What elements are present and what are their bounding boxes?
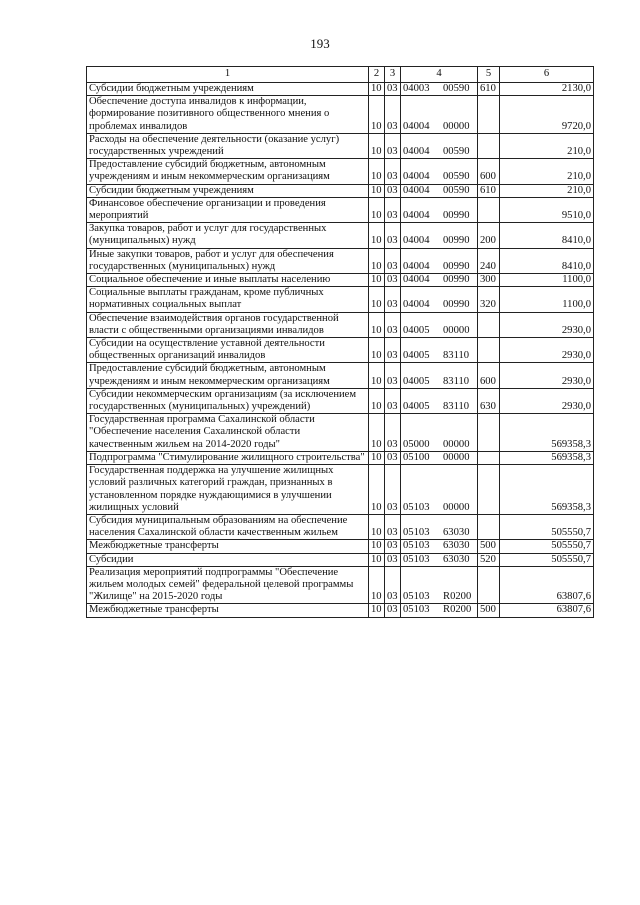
row-name: Субсидии бюджетным учреждениям — [87, 83, 369, 96]
row-name: Социальные выплаты гражданам, кроме публичных нормативных социальных выплат — [87, 287, 369, 312]
target-article-direction: 00000 — [443, 451, 470, 463]
row-subsection: 03 — [385, 465, 401, 515]
row-section: 10 — [369, 223, 385, 248]
table-row — [87, 197, 594, 222]
row-section: 10 — [369, 465, 385, 515]
row-amount: 2930,0 — [500, 312, 594, 337]
row-amount: 569358,3 — [500, 465, 594, 515]
row-section: 10 — [369, 96, 385, 134]
header-col-1: 1 — [87, 67, 369, 83]
table-row — [87, 338, 594, 363]
row-name: Обеспечение доступа инвалидов к информации, формирование позитивного общественного мнения о проблемах инвалидов — [87, 96, 369, 134]
row-section: 10 — [369, 312, 385, 337]
row-name: Подпрограмма "Стимулирование жилищного строительства" — [87, 451, 369, 464]
row-section: 10 — [369, 414, 385, 452]
row-expense-type: 610 — [478, 184, 500, 197]
table-row — [87, 274, 594, 287]
row-subsection: 03 — [385, 338, 401, 363]
row-target-article — [401, 312, 478, 337]
target-article-program: 04004 — [403, 171, 430, 183]
row-target-article — [401, 363, 478, 388]
header-col-6: 6 — [500, 67, 594, 83]
row-expense-type: 500 — [478, 540, 500, 553]
row-target-article — [401, 514, 478, 539]
row-section: 10 — [369, 363, 385, 388]
row-subsection: 03 — [385, 159, 401, 184]
row-target-article — [401, 133, 478, 158]
header-col-4: 4 — [401, 67, 478, 83]
table-row — [87, 287, 594, 312]
row-amount: 9720,0 — [500, 96, 594, 134]
row-expense-type — [478, 133, 500, 158]
row-name: Субсидии некоммерческим организациям (за исключением государственных (муниципальных) учреждений) — [87, 388, 369, 413]
row-expense-type: 600 — [478, 363, 500, 388]
row-expense-type — [478, 96, 500, 134]
target-article-program: 05103 — [403, 553, 430, 565]
row-name: Предоставление субсидий бюджетным, автономным учреждениям и иным некоммерческим организациям — [87, 363, 369, 388]
row-target-article — [401, 159, 478, 184]
table-row — [87, 604, 594, 617]
row-target-article — [401, 184, 478, 197]
row-target-article — [401, 96, 478, 134]
row-section: 10 — [369, 184, 385, 197]
row-name: Обеспечение взаимодействия органов государственной власти с общественными организациями инвалидов — [87, 312, 369, 337]
table-row — [87, 540, 594, 553]
header-col-5: 5 — [478, 67, 500, 83]
row-target-article — [401, 388, 478, 413]
row-expense-type — [478, 451, 500, 464]
row-subsection: 03 — [385, 274, 401, 287]
row-subsection: 03 — [385, 248, 401, 273]
row-amount: 210,0 — [500, 133, 594, 158]
row-amount: 8410,0 — [500, 248, 594, 273]
target-article-program: 05100 — [403, 451, 430, 463]
target-article-direction: 00590 — [443, 146, 470, 158]
row-name: Субсидии бюджетным учреждениям — [87, 184, 369, 197]
row-amount: 2930,0 — [500, 388, 594, 413]
row-section: 10 — [369, 451, 385, 464]
target-article-program: 04004 — [403, 299, 430, 311]
row-name: Межбюджетные трансферты — [87, 540, 369, 553]
row-amount: 2930,0 — [500, 338, 594, 363]
target-article-direction: 63030 — [443, 540, 470, 552]
target-article-direction: 00590 — [443, 83, 470, 94]
target-article-direction: 00990 — [443, 274, 470, 286]
table-row — [87, 465, 594, 515]
target-article-direction: 00990 — [443, 260, 470, 272]
row-target-article — [401, 287, 478, 312]
target-article-direction: R0200 — [443, 591, 472, 603]
table-row — [87, 223, 594, 248]
target-article-direction: 00000 — [443, 120, 470, 132]
target-article-program: 04005 — [403, 350, 430, 362]
row-section: 10 — [369, 159, 385, 184]
row-target-article — [401, 83, 478, 96]
page-number: 193 — [310, 36, 330, 51]
row-subsection: 03 — [385, 451, 401, 464]
row-section: 10 — [369, 604, 385, 617]
row-expense-type — [478, 514, 500, 539]
row-expense-type: 600 — [478, 159, 500, 184]
row-name: Иные закупки товаров, работ и услуг для обеспечения государственных (муниципальных) нужд — [87, 248, 369, 273]
row-amount: 63807,6 — [500, 566, 594, 604]
target-article-direction: 00590 — [443, 184, 470, 196]
row-name: Субсидии — [87, 553, 369, 566]
row-section: 10 — [369, 566, 385, 604]
row-subsection: 03 — [385, 83, 401, 96]
target-article-program: 05103 — [403, 591, 430, 603]
row-name: Межбюджетные трансферты — [87, 604, 369, 617]
row-target-article — [401, 566, 478, 604]
table-row — [87, 514, 594, 539]
target-article-program: 04004 — [403, 120, 430, 132]
target-article-program: 05103 — [403, 540, 430, 552]
row-expense-type: 630 — [478, 388, 500, 413]
row-amount: 505550,7 — [500, 514, 594, 539]
row-target-article — [401, 553, 478, 566]
target-article-direction: 00990 — [443, 235, 470, 247]
row-section: 10 — [369, 197, 385, 222]
target-article-program: 05103 — [403, 501, 430, 513]
target-article-program: 05103 — [403, 604, 430, 616]
row-name: Субсидия муниципальным образованиям на обеспечение населения Сахалинской области качественным жильем — [87, 514, 369, 539]
row-amount: 63807,6 — [500, 604, 594, 617]
target-article-program: 04003 — [403, 83, 430, 94]
row-target-article — [401, 223, 478, 248]
target-article-program: 04004 — [403, 260, 430, 272]
row-expense-type — [478, 566, 500, 604]
row-section: 10 — [369, 133, 385, 158]
row-amount: 210,0 — [500, 184, 594, 197]
row-subsection: 03 — [385, 604, 401, 617]
row-expense-type — [478, 338, 500, 363]
row-amount: 8410,0 — [500, 223, 594, 248]
row-subsection: 03 — [385, 388, 401, 413]
row-expense-type: 240 — [478, 248, 500, 273]
row-target-article — [401, 604, 478, 617]
row-name: Предоставление субсидий бюджетным, автономным учреждениям и иным некоммерческим организациям — [87, 159, 369, 184]
row-subsection: 03 — [385, 553, 401, 566]
row-expense-type: 610 — [478, 83, 500, 96]
target-article-direction: 00000 — [443, 501, 470, 513]
target-article-direction: 83110 — [443, 375, 470, 387]
row-target-article — [401, 540, 478, 553]
row-name: Социальное обеспечение и иные выплаты населению — [87, 274, 369, 287]
row-section: 10 — [369, 338, 385, 363]
table-row — [87, 184, 594, 197]
row-target-article — [401, 338, 478, 363]
header-col-2: 2 — [369, 67, 385, 83]
target-article-direction: 00990 — [443, 299, 470, 311]
row-name: Закупка товаров, работ и услуг для государственных (муниципальных) нужд — [87, 223, 369, 248]
target-article-program: 04004 — [403, 235, 430, 247]
row-amount: 569358,3 — [500, 451, 594, 464]
row-expense-type: 320 — [478, 287, 500, 312]
target-article-program: 05103 — [403, 527, 430, 539]
row-name: Расходы на обеспечение деятельности (оказание услуг) государственных учреждений — [87, 133, 369, 158]
row-expense-type — [478, 312, 500, 337]
target-article-program: 04004 — [403, 274, 430, 286]
target-article-program: 04005 — [403, 401, 430, 413]
row-section: 10 — [369, 540, 385, 553]
table-header-row — [87, 67, 594, 83]
row-amount: 2130,0 — [500, 83, 594, 96]
target-article-direction: 00990 — [443, 210, 470, 222]
row-expense-type: 500 — [478, 604, 500, 617]
row-name: Финансовое обеспечение организации и проведения мероприятий — [87, 197, 369, 222]
row-section: 10 — [369, 274, 385, 287]
table-row — [87, 388, 594, 413]
target-article-direction: 83110 — [443, 350, 470, 362]
row-subsection: 03 — [385, 414, 401, 452]
budget-table — [86, 66, 594, 618]
row-section: 10 — [369, 83, 385, 96]
row-target-article — [401, 274, 478, 287]
row-subsection: 03 — [385, 540, 401, 553]
row-amount: 569358,3 — [500, 414, 594, 452]
row-subsection: 03 — [385, 184, 401, 197]
target-article-program: 04004 — [403, 184, 430, 196]
row-target-article — [401, 465, 478, 515]
target-article-direction: 00590 — [443, 171, 470, 183]
row-amount: 1100,0 — [500, 274, 594, 287]
table-row — [87, 553, 594, 566]
row-amount: 2930,0 — [500, 363, 594, 388]
row-expense-type — [478, 197, 500, 222]
target-article-direction: R0200 — [443, 604, 472, 616]
row-section: 10 — [369, 514, 385, 539]
target-article-direction: 63030 — [443, 553, 470, 565]
target-article-program: 04004 — [403, 146, 430, 158]
row-amount: 505550,7 — [500, 540, 594, 553]
row-target-article — [401, 197, 478, 222]
row-target-article — [401, 248, 478, 273]
target-article-program: 04005 — [403, 375, 430, 387]
row-name: Государственная поддержка на улучшение жилищных условий различных категорий граждан, признанных в установленном порядке нуждающимися в улучшении жилищных условий — [87, 465, 369, 515]
target-article-program: 04005 — [403, 324, 430, 336]
target-article-direction: 83110 — [443, 401, 470, 413]
row-name: Субсидии на осуществление уставной деятельности общественных организаций инвалидов — [87, 338, 369, 363]
row-section: 10 — [369, 553, 385, 566]
header-col-3: 3 — [385, 67, 401, 83]
target-article-direction: 63030 — [443, 527, 470, 539]
table-row — [87, 96, 594, 134]
row-subsection: 03 — [385, 197, 401, 222]
row-target-article — [401, 414, 478, 452]
row-expense-type: 300 — [478, 274, 500, 287]
target-article-direction: 00000 — [443, 438, 470, 450]
row-amount: 210,0 — [500, 159, 594, 184]
row-subsection: 03 — [385, 287, 401, 312]
table-row — [87, 363, 594, 388]
row-subsection: 03 — [385, 363, 401, 388]
table-row — [87, 133, 594, 158]
row-amount: 505550,7 — [500, 553, 594, 566]
row-section: 10 — [369, 287, 385, 312]
target-article-program: 04004 — [403, 210, 430, 222]
row-section: 10 — [369, 388, 385, 413]
row-expense-type — [478, 414, 500, 452]
table-row — [87, 312, 594, 337]
row-subsection: 03 — [385, 133, 401, 158]
row-name: Реализация мероприятий подпрограммы "Обеспечение жильем молодых семей" федеральной целевой программы "Жилище" на 2015-2020 годы — [87, 566, 369, 604]
row-expense-type: 520 — [478, 553, 500, 566]
row-subsection: 03 — [385, 514, 401, 539]
row-amount: 9510,0 — [500, 197, 594, 222]
table-row — [87, 248, 594, 273]
table-row — [87, 451, 594, 464]
row-subsection: 03 — [385, 312, 401, 337]
row-target-article — [401, 451, 478, 464]
table-row — [87, 414, 594, 452]
row-subsection: 03 — [385, 566, 401, 604]
table-row — [87, 159, 594, 184]
row-expense-type — [478, 465, 500, 515]
table-row — [87, 83, 594, 96]
table-row — [87, 566, 594, 604]
target-article-program: 05000 — [403, 438, 430, 450]
row-subsection: 03 — [385, 223, 401, 248]
row-amount: 1100,0 — [500, 287, 594, 312]
row-name: Государственная программа Сахалинской области "Обеспечение населения Сахалинской области качественным жильем на 2014-2020 годы" — [87, 414, 369, 452]
target-article-direction: 00000 — [443, 324, 470, 336]
row-expense-type: 200 — [478, 223, 500, 248]
row-section: 10 — [369, 248, 385, 273]
row-subsection: 03 — [385, 96, 401, 134]
